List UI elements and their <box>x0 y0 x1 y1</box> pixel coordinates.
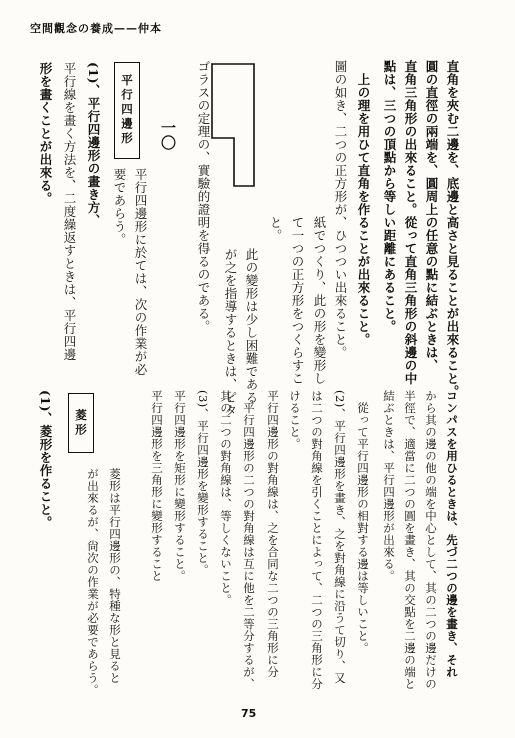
text-line: が出來るが、尙次の作業が必要であらう。 <box>86 468 100 696</box>
text-line: 圖の如き、二つの正方形が、ひつつい出來ること。 <box>333 60 348 359</box>
text-line: 半徑で、適當に二つの圓を畫き、其の交點を二邊の端と <box>403 390 417 690</box>
page-number: 75 <box>241 707 257 720</box>
text-line: 直角を夾む二邊を、底邊と高さと見ることが出來ること。 <box>445 60 460 398</box>
text-line: 紙でつくり、此の形を變形し <box>312 216 327 385</box>
text-line: (1)、平行四邊形の畫き方、 <box>86 62 101 228</box>
text-line: 平行四邊形を矩形に變形すること。 <box>173 390 187 582</box>
text-line: (1)、菱形を作ること。 <box>38 390 53 530</box>
text-line: (2)、平行四邊形を畫き、之を對角線に沿うて切り、又 <box>333 390 347 684</box>
text-line: 平行四邊形の對角線は、之を合同な二つの三角形に分 <box>266 390 280 678</box>
text-line: 上の理を用ひて直角を作ることが出來ること。 <box>356 73 371 346</box>
section-heading-box: 菱形 <box>68 393 94 453</box>
text-line: と。 <box>268 216 283 242</box>
text-line: 平行四邊形の二つの對角線は互に他を二等分するが、 <box>242 402 256 690</box>
text-line: 其の二つの對角線は、等しくないこと。 <box>219 390 233 606</box>
text-line: 平行四邊形に於ては、次の作業が必 <box>133 168 148 376</box>
text-line: 結ぶときは、平行四邊形が出來る。 <box>382 390 396 582</box>
text-line: コンパスを用ひるときは、先づ二つの邊を畫き、それ <box>445 390 459 678</box>
text-line: は二つの對角線を引くことによって、二つの三角形に分 <box>310 390 324 690</box>
running-header: 空間觀念の養成——仲本 <box>30 22 162 35</box>
text-line: けること。 <box>288 390 302 450</box>
text-line: 從って平行四邊形の相對する邊は等しいこと。 <box>356 402 370 654</box>
text-line: が之を指導するときは、ピタ <box>223 248 238 417</box>
text-line: 菱形は平行四邊形の、特種な形と見ると <box>108 468 122 684</box>
two-squares-figure <box>208 60 260 190</box>
text-line: (3)、平行四邊形を變形すること。 <box>196 390 210 576</box>
text-line: 平行四邊形を三角形に變形すること <box>150 390 164 582</box>
text-line: 形を畫くことが出來る。 <box>38 62 53 205</box>
text-line: て一つの正方形をつくらすこ <box>290 216 305 385</box>
text-line: 要であらう。 <box>112 168 127 246</box>
text-line: ゴラスの定理の、實驗的證明を得るのである。 <box>196 60 211 333</box>
text-line: から其の邊の他の端を中心として、其の二つの邊だけの <box>424 390 438 690</box>
section-number: 一〇 <box>159 120 177 150</box>
text-line: 直角三角形の出來ること。從って直角三角形の斜邊の中 <box>403 60 418 385</box>
text-line: 點は、三つの頂點から等しい距離にあること。 <box>382 60 397 333</box>
text-line: 圓の直徑の兩端を、圓周上の任意の點に結ぶときは、 <box>424 60 439 372</box>
section-heading-box: 平行四邊形 <box>114 62 140 159</box>
text-line: 平行線を畫く方法を、二度繰返すときは、平行四邊 <box>62 62 77 361</box>
text-line: 此の變形は少し困難である <box>244 248 259 404</box>
